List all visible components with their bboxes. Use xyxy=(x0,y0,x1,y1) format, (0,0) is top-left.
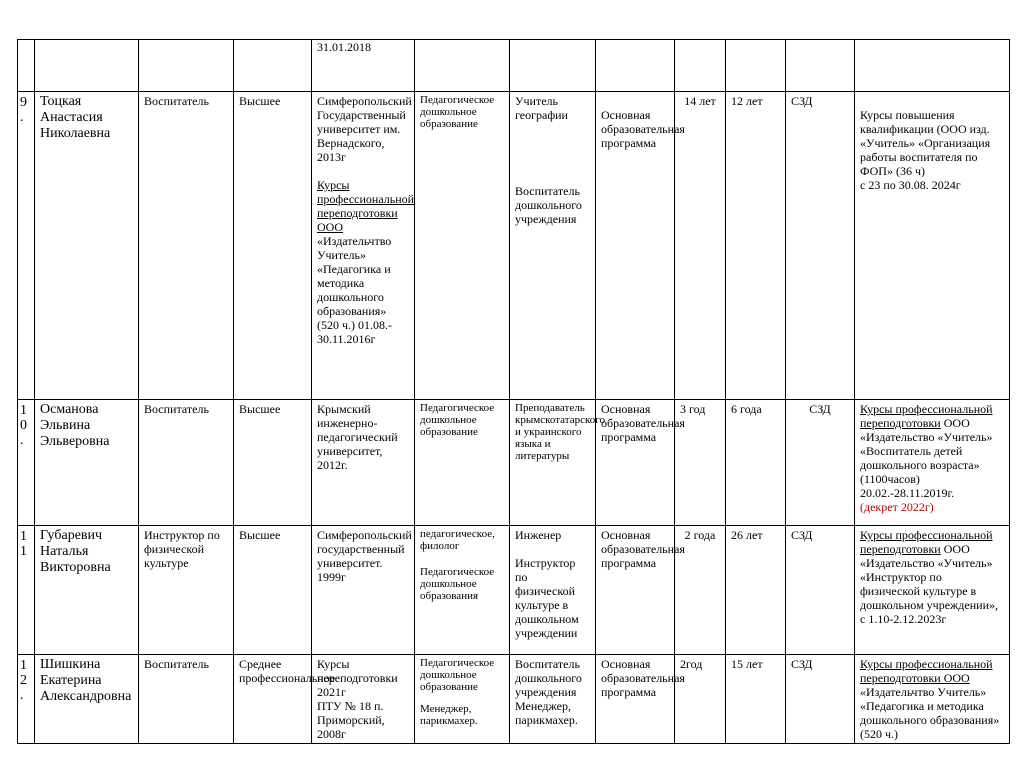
total-experience-cell: 2 года xyxy=(675,526,726,655)
total-experience-cell: 14 лет xyxy=(675,92,726,400)
position-cell: Инструктор по физической культуре xyxy=(139,526,234,655)
employee-name: Османова Эльвина Эльверовна xyxy=(35,400,139,526)
courses-title: Курсы профессиональной переподготовки ООО xyxy=(860,657,993,685)
qualification-cell: Преподаватель крымскотатарского и украинского языка и литературы xyxy=(510,400,596,526)
direction-cell xyxy=(415,655,510,744)
courses-cell xyxy=(855,655,1010,744)
staff-table xyxy=(17,39,1010,744)
total-experience-cell: 2год xyxy=(675,655,726,744)
courses-text: Курсы повышения квалификации (ООО изд. «Учитель» «Организация работы воспитателя по ФОП» (36 ч) с 23 по 30.08. 2024г xyxy=(860,108,991,192)
total-experience-cell xyxy=(675,40,726,92)
row-number: 9 . xyxy=(18,92,35,400)
program-text: Основная образовательная программа xyxy=(601,108,685,150)
category-cell: СЗД xyxy=(786,655,855,744)
courses-cell xyxy=(855,40,1010,92)
courses-title: Курсы профессиональной переподготовки xyxy=(860,402,993,430)
table-row xyxy=(18,40,1010,92)
qualification-secondary: Воспитатель дошкольного учреждения xyxy=(515,184,582,226)
institution-cell: 31.01.2018 xyxy=(312,40,415,92)
institution-primary: Курсы переподготовки 2021г xyxy=(317,657,398,699)
employee-name: Тоцкая Анастасия Николаевна xyxy=(35,92,139,400)
row-number: 1 0 . xyxy=(18,400,35,526)
education-cell: Высшее xyxy=(234,92,312,400)
institution-cell xyxy=(312,655,415,744)
courses-details: «Издательчтво Учитель» «Педагогика и методика дошкольного образования» (520 ч.) xyxy=(860,685,1000,741)
qualification-cell xyxy=(510,526,596,655)
direction-primary: Педагогическое дошкольное образование xyxy=(420,657,495,693)
institution-cell: Симферопольский государственный университет. 1999г xyxy=(312,526,415,655)
courses-cell xyxy=(855,400,1010,526)
courses-details: ООО «Издательство «Учитель» «Воспитатель детей дошкольного возраста» (1100часов) 20.02.-28.11.2019г. xyxy=(860,416,993,500)
qualification-cell xyxy=(510,40,596,92)
education-cell: Высшее xyxy=(234,400,312,526)
table-row xyxy=(18,400,1010,526)
direction-cell xyxy=(415,526,510,655)
direction-cell: Педагогическое дошкольное образование xyxy=(415,92,510,400)
direction-primary: педагогическое, филолог xyxy=(420,528,495,552)
program-cell xyxy=(596,92,685,400)
ped-experience-cell xyxy=(726,40,786,92)
row-number: 1 2 . xyxy=(18,655,35,744)
courses-title: Курсы профессиональной переподготовки xyxy=(860,528,993,556)
direction-cell xyxy=(415,40,510,92)
institution-secondary: ПТУ № 18 п. Приморский, 2008г xyxy=(317,699,385,741)
courses-details: ООО «Издательство «Учитель» «Инструктор по физической культуре в дошкольном учреждении», с 1.10-2.12.2023г xyxy=(860,542,999,626)
direction-secondary: Педагогическое дошкольное образования xyxy=(420,566,495,602)
program-cell: Основная образовательная программа xyxy=(596,655,675,744)
row-number: 1 1 xyxy=(18,526,35,655)
education-cell xyxy=(234,40,312,92)
institution-cell xyxy=(312,92,415,400)
position-cell: Воспитатель xyxy=(139,400,234,526)
institution-main: Симферопольский Государственный университет им. Вернадского, 2013г xyxy=(317,94,412,164)
table-row xyxy=(18,526,1010,655)
position-cell: Воспитатель xyxy=(139,92,234,400)
direction-secondary: Менеджер, парикмахер. xyxy=(420,703,478,727)
education-cell: Среднее профессиональное xyxy=(234,655,312,744)
position-cell: Воспитатель xyxy=(139,655,234,744)
program-cell: Основная образовательная программа xyxy=(596,526,675,655)
ped-experience-cell: 15 лет xyxy=(726,655,786,744)
qualification-cell: Воспитатель дошкольного учреждения Менеджер, парикмахер. xyxy=(510,655,596,744)
direction-cell: Педагогическое дошкольное образование xyxy=(415,400,510,526)
category-cell: СЗД xyxy=(786,92,855,400)
category-cell: СЗД xyxy=(786,400,855,526)
table-row xyxy=(18,655,1010,744)
employee-name: Шишкина Екатерина Александровна xyxy=(35,655,139,744)
category-cell xyxy=(786,40,855,92)
maternity-note: (декрет 2022г) xyxy=(860,500,934,514)
ped-experience-cell: 26 лет xyxy=(726,526,786,655)
program-cell: Основная образовательная программа xyxy=(596,400,675,526)
qualification-cell xyxy=(510,92,596,400)
ped-experience-cell: 6 года xyxy=(726,400,786,526)
retraining-label: Курсы профессиональной переподготовки ООО xyxy=(317,178,415,234)
table-row xyxy=(18,92,1010,400)
program-cell xyxy=(596,40,675,92)
qualification-primary: Учитель географии xyxy=(515,94,568,122)
courses-cell xyxy=(855,526,1010,655)
institution-cell: Крымский инженерно-педагогический университет, 2012г. xyxy=(312,400,415,526)
courses-cell xyxy=(855,92,1010,400)
position-cell xyxy=(139,40,234,92)
category-cell: СЗД xyxy=(786,526,855,655)
qualification-primary: Инженер xyxy=(515,528,562,542)
row-number xyxy=(18,40,35,92)
qualification-secondary: Инструктор по физической культуре в дошкольном учреждении xyxy=(515,556,579,640)
employee-name xyxy=(35,40,139,92)
retraining-details: «Издательчтво Учитель» «Педагогика и методика дошкольного образования» (520 ч.) 01.08.- 30.11.2016г xyxy=(317,234,393,346)
education-cell: Высшее xyxy=(234,526,312,655)
ped-experience-cell: 12 лет xyxy=(726,92,786,400)
employee-name: Губаревич Наталья Викторовна xyxy=(35,526,139,655)
total-experience-cell: 3 год xyxy=(675,400,726,526)
